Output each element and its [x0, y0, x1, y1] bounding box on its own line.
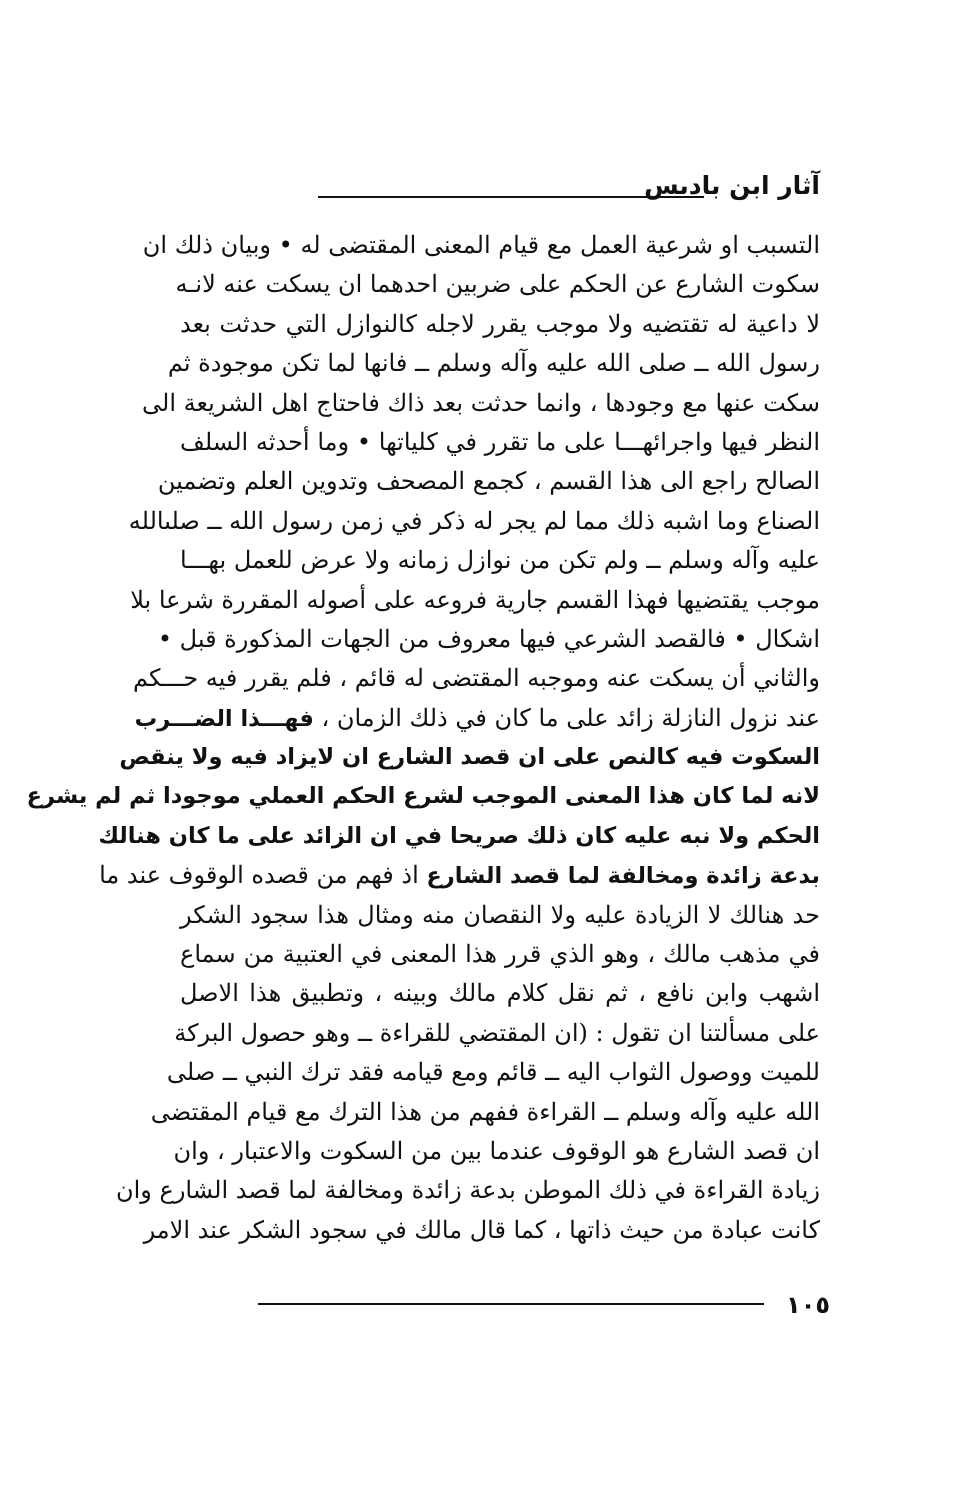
text-line: والثاني أن يسكت عنه وموجبه المقتضى له قائم ، فلم يقرر فيه حـــكم: [133, 664, 820, 693]
text-line: حد هنالك لا الزيادة عليه ولا النقصان منه ومثال هذا سجود الشكر: [180, 900, 820, 929]
text-line: سكوت الشارع عن الحكم على ضربين احدهما ان يسكت عنه لانـه: [175, 270, 820, 299]
text-line: بدعة زائدة ومخالفة لما قصد الشارع اذ فهم من قصده الوقوف عند ما: [99, 861, 820, 890]
text-line: زيادة القراءة في ذلك الموطن بدعة زائدة ومخالفة لما قصد الشارع وان: [115, 1176, 820, 1205]
text-line: ان قصد الشارع هو الوقوف عندما بين من السكوت والاعتبار ، وان: [173, 1136, 820, 1165]
bold-phrase: فهـــذا الضـــرب: [134, 705, 314, 732]
footer-rule: [258, 1303, 764, 1305]
text-line-bold: الحكم ولا نبه عليه كان ذلك صريحا في ان الزائد على ما كان هنالك: [98, 822, 820, 849]
text-line: في مذهب مالك ، وهو الذي قرر هذا المعنى في العتبية من سماع: [180, 940, 820, 969]
text-line: الله عليه وآله وسلم ــ القراءة ففهم من هذا الترك مع قيام المقتضى: [150, 1097, 820, 1126]
page-number: ١٠٥: [786, 1291, 830, 1319]
book-title: آثار ابن باديس: [644, 171, 820, 200]
header-rule: [318, 196, 704, 198]
text-line-bold: لانه لما كان هذا المعنى الموجب لشرع الحكم العملي موجودا ثم لم يشرع: [26, 783, 820, 810]
body-text: [26, 226, 820, 1250]
running-header: [318, 170, 820, 206]
text-line: لا داعية له تقتضيه ولا موجب يقرر لاجله كالنوازل التي حدثت بعد: [180, 309, 820, 338]
text-line: عليه وآله وسلم ــ ولم تكن من نوازل زمانه ولا عرض للعمل بهـــا: [180, 546, 820, 575]
text-line: عند نزول النازلة زائد على ما كان في ذلك الزمان ، فهـــذا الضـــرب: [134, 703, 820, 732]
page-footer: [180, 1290, 830, 1322]
bold-phrase: بدعة زائدة ومخالفة لما قصد الشارع: [426, 863, 820, 890]
text-line: التسبب او شرعية العمل مع قيام المعنى المقتضى له • وبيان ذلك ان: [142, 231, 820, 259]
text-line-bold: السكوت فيه كالنص على ان قصد الشارع ان لايزاد فيه ولا ينقص: [119, 744, 820, 771]
text-line: على مسألتنا ان تقول : (ان المقتضي للقراءة ــ وهو حصول البركة: [174, 1018, 820, 1047]
text-line: موجب يقتضيها فهذا القسم جارية فروعه على أصوله المقررة شرعا بلا: [130, 585, 820, 614]
text-line: كانت عبادة من حيث ذاتها ، كما قال مالك في سجود الشكر عند الامر: [143, 1215, 820, 1244]
text-line: الصالح راجع الى هذا القسم ، كجمع المصحف وتدوين العلم وتضمين: [157, 467, 820, 496]
text-line: النظر فيها واجرائهـــا على ما تقرر في كلياتها • وما أحدثه السلف: [180, 427, 820, 456]
text-line: سكت عنها مع وجودها ، وانما حدثت بعد ذاك فاحتاج اهل الشريعة الى: [142, 388, 820, 417]
text-line: رسول الله ــ صلى الله عليه وآله وسلم ــ فانها لما تكن موجودة ثم: [167, 349, 820, 378]
text-line: للميت ووصول الثواب اليه ــ قائم ومع قيامه فقد ترك النبي ــ صلى: [166, 1058, 820, 1087]
text-line: اشكال • فالقصد الشرعي فيها معروف من الجهات المذكورة قبل •: [157, 624, 820, 653]
text-line: اشهب وابن نافع ، ثم نقل كلام مالك وبينه ، وتطبيق هذا الاصل: [180, 979, 820, 1008]
text-line: الصناع وما اشبه ذلك مما لم يجر له ذكر في زمن رسول الله ــ صلىالله: [128, 506, 820, 535]
